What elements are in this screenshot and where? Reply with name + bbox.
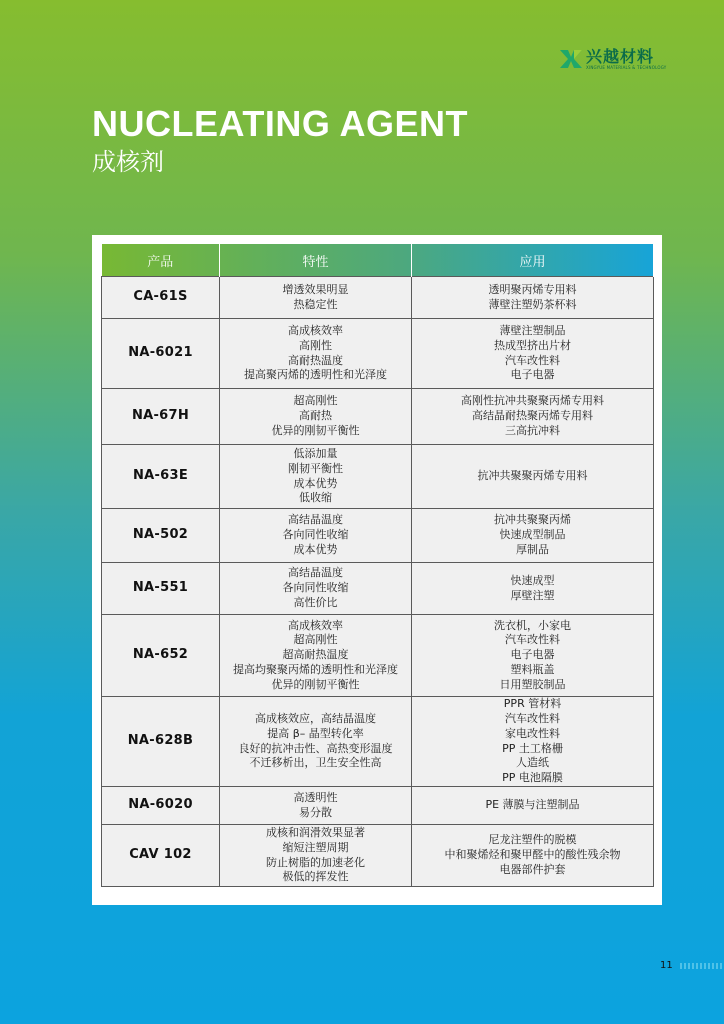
application-line: 热成型挤出片材 [494,338,571,352]
table-row [102,509,654,563]
product-cell: NA-63E [102,445,220,509]
page-number: 11 [660,960,673,971]
application-line: 汽车改性料 [505,711,560,725]
feature-line: 提高 β– 晶型转化率 [267,726,364,740]
applications-cell [412,445,654,509]
page-decoration [680,963,724,969]
table-row [102,563,654,615]
application-line: 薄壁注塑奶茶杯料 [488,297,577,311]
feature-line: 成核和润滑效果显著 [266,825,365,839]
feature-line: 高结晶温度 [288,566,343,580]
application-line: 人造纸 [516,756,549,770]
feature-line: 高成核效率 [288,323,343,337]
table-row [102,697,654,787]
feature-line: 热稳定性 [293,297,338,311]
application-line: 厚制品 [516,542,549,556]
feature-line: 高透明性 [293,790,338,804]
table-row [102,389,654,445]
feature-line: 增透效果明显 [282,282,349,296]
feature-line: 不迁移析出，卫生安全性高 [249,756,382,770]
feature-line: 优异的刚韧平衡性 [271,423,360,437]
application-line: 高结晶耐热聚丙烯专用料 [472,409,593,423]
feature-line: 各向同性收缩 [282,581,349,595]
application-line: 洗衣机，小家电 [494,618,571,632]
application-line: 快速成型 [510,573,555,587]
feature-line: 超高耐热温度 [282,648,349,662]
feature-line: 高性价比 [293,595,338,609]
feature-line: 防止树脂的加速老化 [266,855,365,869]
application-line: 家电改性料 [505,726,560,740]
applications-cell [412,697,654,787]
table-row [102,277,654,319]
features-cell [220,277,412,319]
table-row [102,445,654,509]
feature-line: 高成核效率 [288,618,343,632]
application-line: 汽车改性料 [505,633,560,647]
feature-line: 高刚性 [299,338,332,352]
brand-logo [560,46,666,72]
application-line: 高刚性抗冲共聚聚丙烯专用料 [461,394,604,408]
application-line: 电子电器 [510,648,555,662]
feature-line: 提高聚丙烯的透明性和光泽度 [244,368,387,382]
feature-line: 低添加量 [293,446,338,460]
applications-cell [412,615,654,697]
application-line: 透明聚丙烯专用料 [488,282,577,296]
features-cell [220,563,412,615]
applications-cell [412,277,654,319]
page-title-cn: 成核剂 [92,148,164,176]
application-line: 薄壁注塑制品 [499,323,566,337]
features-cell [220,319,412,389]
application-line: 抗冲共聚聚丙烯专用料 [477,469,588,483]
product-cell: NA-628B [102,697,220,787]
table-row [102,825,654,887]
feature-line: 成本优势 [293,542,338,556]
product-cell: NA-6020 [102,787,220,825]
feature-line: 成本优势 [293,476,338,490]
page-title-en: NUCLEATING AGENT [92,103,468,144]
table-panel [92,235,662,905]
features-cell [220,697,412,787]
application-line: 尼龙注塑件的脱模 [488,833,577,847]
application-line: 厚壁注塑 [510,588,555,602]
feature-line: 低收缩 [299,491,332,505]
features-cell [220,787,412,825]
logo-name-en: XINGYUE MATERIALS & TECHNOLOGY [586,64,667,70]
features-cell [220,615,412,697]
feature-line: 超高刚性 [293,633,338,647]
logo-name-cn: 兴越材料 [586,46,655,66]
feature-line: 高耐热温度 [288,353,343,367]
applications-cell [412,509,654,563]
product-cell: NA-502 [102,509,220,563]
application-line: PPR 管材料 [503,697,562,711]
application-line: PP 土工格栅 [502,741,563,755]
application-line: 汽车改性料 [505,353,560,367]
feature-line: 易分散 [299,805,332,819]
feature-line: 良好的抗冲击性、高热变形温度 [238,741,393,755]
features-cell [220,509,412,563]
table-row [102,787,654,825]
product-cell: CAV 102 [102,825,220,887]
header-product: 产品 [102,244,220,277]
application-line: 抗冲共聚聚丙烯 [494,513,571,527]
application-line: 三高抗冲料 [505,423,560,437]
applications-cell [412,787,654,825]
features-cell [220,389,412,445]
application-line: PP 电池隔膜 [502,771,563,785]
product-cell: NA-67H [102,389,220,445]
feature-line: 各向同性收缩 [282,528,349,542]
applications-cell [412,563,654,615]
features-cell [220,445,412,509]
header-features: 特性 [220,244,412,277]
application-line: 日用塑胶制品 [499,677,566,691]
feature-line: 优异的刚韧平衡性 [271,677,360,691]
application-line: 中和聚烯烃和聚甲醛中的酸性残余物 [444,848,621,862]
product-cell: NA-652 [102,615,220,697]
feature-line: 高成核效应，高结晶温度 [255,711,376,725]
product-table [101,244,654,887]
logo-mark-icon [560,48,582,70]
header-applications: 应用 [412,244,654,277]
application-line: 塑料瓶盖 [510,662,555,676]
table-row [102,615,654,697]
application-line: PE 薄膜与注塑制品 [485,798,580,812]
application-line: 快速成型制品 [499,528,566,542]
product-cell: NA-6021 [102,319,220,389]
feature-line: 极低的挥发性 [282,870,349,884]
feature-line: 超高刚性 [293,394,338,408]
feature-line: 高结晶温度 [288,513,343,527]
product-cell: NA-551 [102,563,220,615]
application-line: 电子电器 [510,368,555,382]
feature-line: 提高均聚聚丙烯的透明性和光泽度 [233,662,398,676]
feature-line: 高耐热 [299,409,332,423]
applications-cell [412,319,654,389]
product-cell: CA-61S [102,277,220,319]
table-header-row [102,244,654,277]
applications-cell [412,389,654,445]
table-row [102,319,654,389]
features-cell [220,825,412,887]
feature-line: 缩短注塑周期 [282,840,349,854]
application-line: 电器部件护套 [499,862,566,876]
applications-cell [412,825,654,887]
feature-line: 刚韧平衡性 [288,461,343,475]
